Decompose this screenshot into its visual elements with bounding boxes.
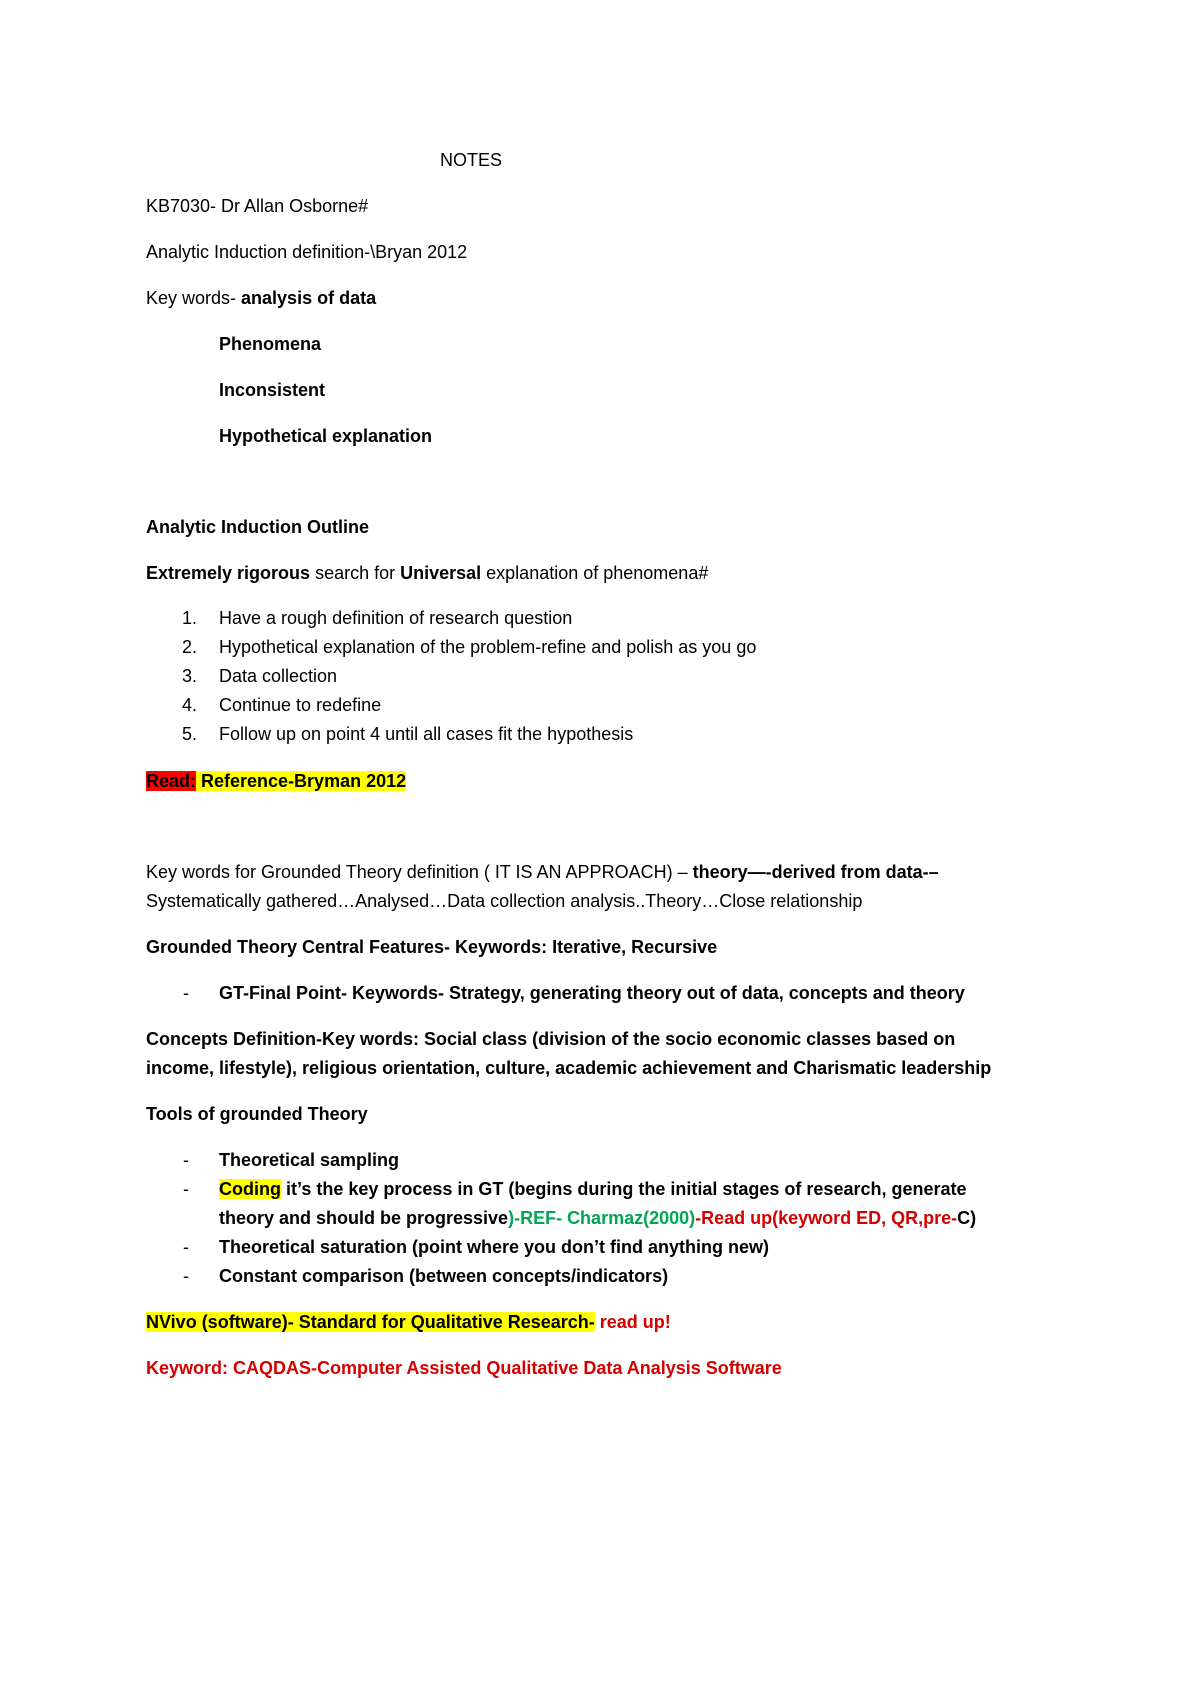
bullet-dash: - <box>183 1150 189 1170</box>
gt-central-features: Grounded Theory Central Features- Keywords: Iterative, Recursive <box>146 937 718 957</box>
tool-theoretical-saturation: Theoretical saturation (point where you don’t find anything new) <box>219 1237 770 1257</box>
module-line: KB7030- Dr Allan Osborne# <box>146 196 369 216</box>
outline-intro <box>146 561 708 585</box>
keyword-hypothetical: Hypothetical explanation <box>219 426 433 446</box>
keyword-inconsistent: Inconsistent <box>219 380 326 400</box>
intro-text-1: search for <box>310 563 401 583</box>
coding-text-2: theory and should be progressive <box>219 1208 509 1228</box>
concepts-line-2: income, lifestyle), religious orientation, culture, academic achievement and Charismatic leadership <box>146 1058 992 1078</box>
key-words-bold: analysis of data <box>241 288 377 308</box>
key-words-prefix: Key words- <box>146 288 242 308</box>
intro-bold-1: Extremely rigorous <box>146 563 311 583</box>
gt-definition-line-2: Systematically gathered…Analysed…Data collection analysis..Theory…Close relationship <box>146 891 863 911</box>
read-label: Read: <box>146 771 197 791</box>
tools-heading: Tools of grounded Theory <box>146 1104 368 1124</box>
read-reference-line <box>146 769 406 793</box>
bullet-dash: - <box>183 983 189 1003</box>
step-number: 2. <box>182 637 198 657</box>
tool-coding-line-1 <box>219 1177 967 1201</box>
gt-def-bold: theory—-derived from data-– <box>692 862 939 882</box>
caqdas-line: Keyword: CAQDAS-Computer Assisted Qualitative Data Analysis Software <box>146 1358 782 1378</box>
tool-coding-line-2 <box>219 1206 976 1230</box>
step-text: Continue to redefine <box>219 695 382 715</box>
page-title: NOTES <box>440 150 503 170</box>
step-text: Follow up on point 4 until all cases fit the hypothesis <box>219 724 634 744</box>
step-text: Data collection <box>219 666 338 686</box>
step-number: 5. <box>182 724 198 744</box>
coding-ref: )-REF- Charmaz(2000) <box>508 1208 696 1228</box>
outline-heading: Analytic Induction Outline <box>146 517 370 537</box>
coding-read-up: -Read up(keyword ED, QR,pre- <box>695 1208 958 1228</box>
step-number: 1. <box>182 608 198 628</box>
bullet-dash: - <box>183 1266 189 1286</box>
step-number: 4. <box>182 695 198 715</box>
tool-constant-comparison: Constant comparison (between concepts/indicators) <box>219 1266 669 1286</box>
keyword-phenomena: Phenomena <box>219 334 322 354</box>
coding-end: C) <box>957 1208 977 1228</box>
bullet-dash: - <box>183 1179 189 1199</box>
concepts-line-1: Concepts Definition-Key words: Social class (division of the socio economic classes based on <box>146 1029 956 1049</box>
intro-bold-2: Universal <box>400 563 482 583</box>
nvivo-highlight: NVivo (software)- Standard for Qualitative Research- <box>146 1312 595 1332</box>
coding-highlight: Coding <box>219 1179 281 1199</box>
tool-theoretical-sampling: Theoretical sampling <box>219 1150 400 1170</box>
bullet-dash: - <box>183 1237 189 1257</box>
step-text: Have a rough definition of research question <box>219 608 573 628</box>
step-number: 3. <box>182 666 198 686</box>
coding-text: it’s the key process in GT (begins during the initial stages of research, generate <box>280 1179 967 1199</box>
read-reference: Reference-Bryman 2012 <box>196 771 407 791</box>
intro-text-2: explanation of phenomena# <box>481 563 709 583</box>
key-words-line <box>146 286 376 310</box>
gt-final-point: GT-Final Point- Keywords- Strategy, generating theory out of data, concepts and theory <box>219 983 965 1003</box>
step-text: Hypothetical explanation of the problem-refine and polish as you go <box>219 637 757 657</box>
gt-definition-line-1 <box>146 860 939 884</box>
nvivo-read-up: read up! <box>594 1312 671 1332</box>
ai-definition-line: Analytic Induction definition-\Bryan 2012 <box>146 242 468 262</box>
nvivo-line <box>146 1310 671 1334</box>
gt-def-text: Key words for Grounded Theory definition ( IT IS AN APPROACH) – <box>146 862 693 882</box>
